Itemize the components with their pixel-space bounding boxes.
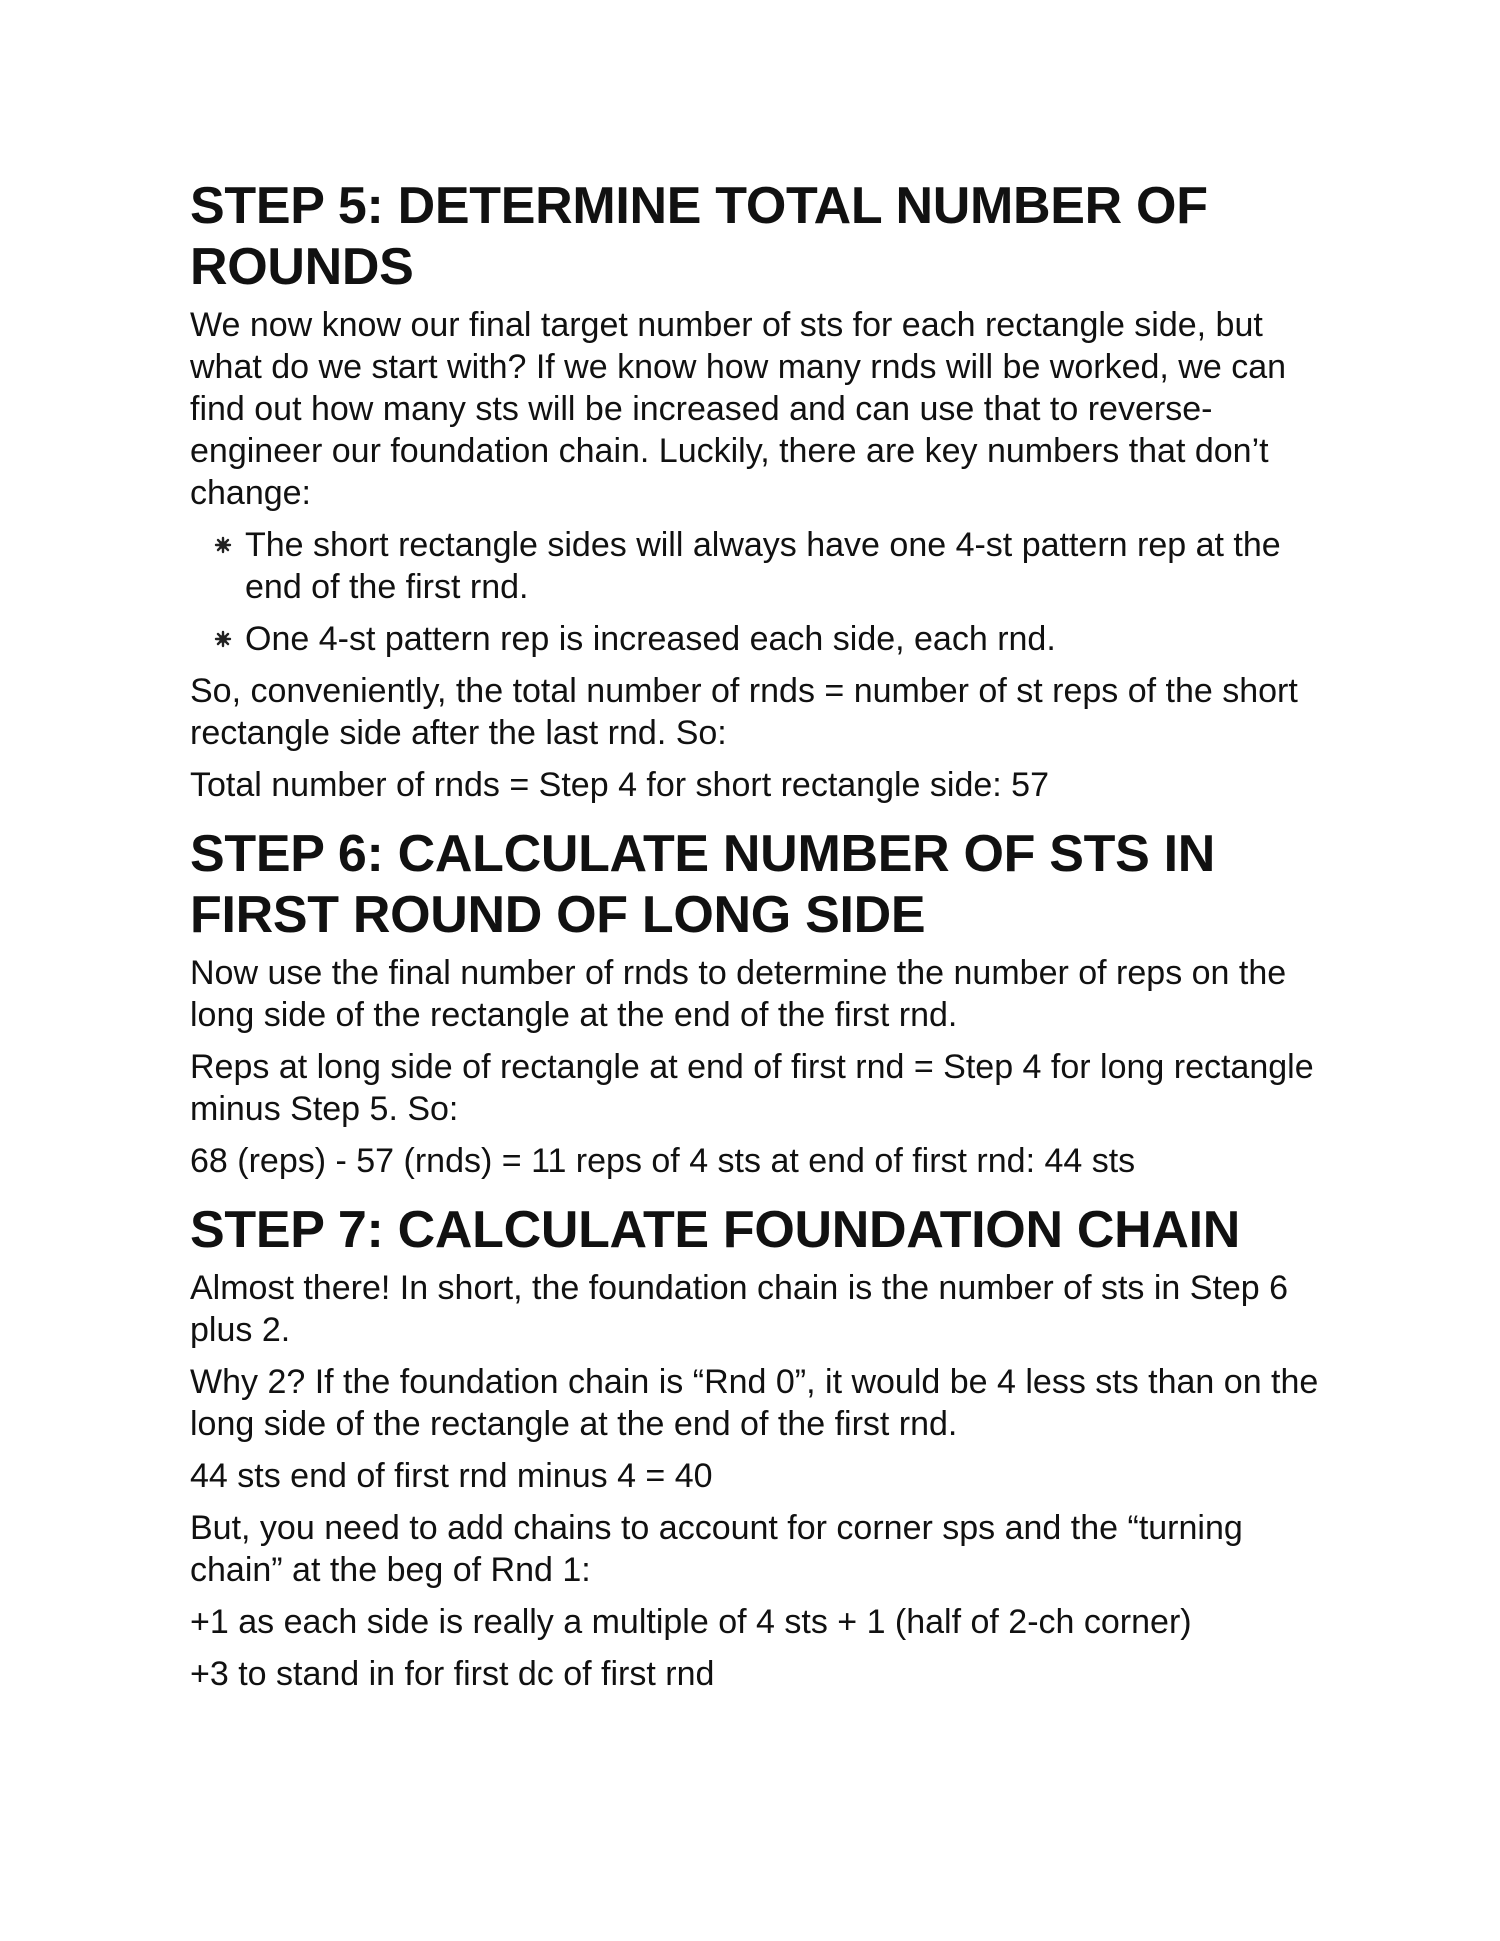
document-page bbox=[190, 176, 1330, 1705]
step-5-heading: STEP 5: DETERMINE TOTAL NUMBER OF ROUNDS bbox=[190, 177, 1208, 296]
step-5-intro: We now know our final target number of sts for each rectangle side, but what do we start with? If we know how many rnds will be worked, we can find out how many sts will be increased and can use that to reverse-engineer our foundation chain. Luckily, there are key numbers that don’t change: bbox=[190, 306, 1287, 512]
list-item bbox=[190, 524, 1330, 608]
step-7-intro: Almost there! In short, the foundation chain is the number of sts in Step 6 plus 2. bbox=[190, 1269, 1289, 1349]
step-7-plus-1: +1 as each side is really a multiple of 4 sts + 1 (half of 2-ch corner) bbox=[190, 1603, 1192, 1641]
list-item bbox=[190, 618, 1330, 660]
bullet-text: One 4-st pattern rep is increased each side, each rnd. bbox=[245, 620, 1056, 658]
step-7-heading: STEP 7: CALCULATE FOUNDATION CHAIN bbox=[190, 1201, 1241, 1259]
asterisk-bullet-icon bbox=[214, 536, 232, 554]
step-6-rule: Reps at long side of rectangle at end of first rnd = Step 4 for long rectangle minus Step 5. So: bbox=[190, 1048, 1314, 1128]
asterisk-bullet-icon bbox=[214, 630, 232, 648]
step-5-bullet-list bbox=[190, 524, 1330, 660]
step-5-conclusion: So, conveniently, the total number of rnds = number of st reps of the short rectangle side after the last rnd. So: bbox=[190, 672, 1298, 752]
step-7-but: But, you need to add chains to account for corner sps and the “turning chain” at the beg of Rnd 1: bbox=[190, 1509, 1243, 1589]
step-5-formula: Total number of rnds = Step 4 for short rectangle side: 57 bbox=[190, 766, 1049, 804]
step-6-intro: Now use the final number of rnds to determine the number of reps on the long side of the rectangle at the end of the first rnd. bbox=[190, 954, 1287, 1034]
bullet-text: The short rectangle sides will always have one 4-st pattern rep at the end of the first rnd. bbox=[245, 526, 1281, 606]
step-7-plus-3: +3 to stand in for first dc of first rnd bbox=[190, 1655, 715, 1693]
step-6-formula: 68 (reps) - 57 (rnds) = 11 reps of 4 sts at end of first rnd: 44 sts bbox=[190, 1142, 1136, 1180]
step-7-calc: 44 sts end of first rnd minus 4 = 40 bbox=[190, 1457, 713, 1495]
step-7-why: Why 2? If the foundation chain is “Rnd 0”, it would be 4 less sts than on the long side of the rectangle at the end of the first rnd. bbox=[190, 1363, 1319, 1443]
step-6-heading: STEP 6: CALCULATE NUMBER OF STS IN FIRST ROUND OF LONG SIDE bbox=[190, 825, 1216, 944]
